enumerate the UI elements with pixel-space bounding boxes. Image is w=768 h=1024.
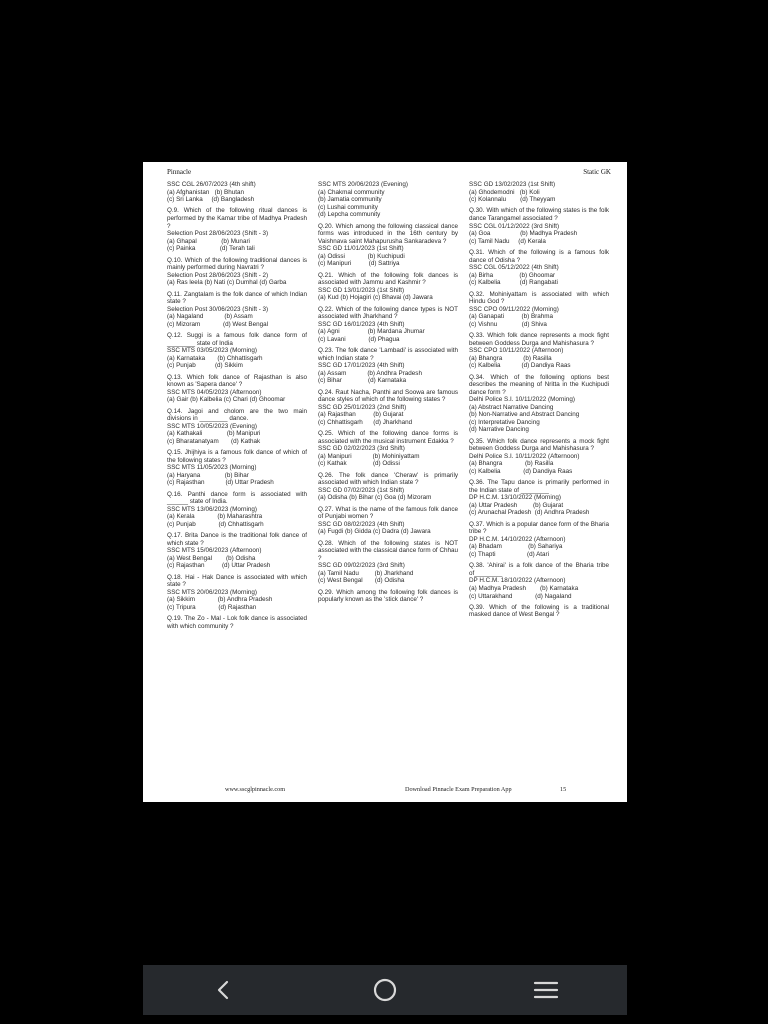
exam-source: SSC GD 02/02/2023 (3rd Shift) xyxy=(318,445,405,453)
question-text: Q.10. Which of the following traditional dances is mainly performed during Navratri ? xyxy=(167,256,307,272)
answer-option: (a) Karnataka (b) Chhattisgarh xyxy=(167,354,263,362)
question-item xyxy=(469,181,609,204)
answer-option: (a) Bhadam (b) Sahariya xyxy=(469,543,563,551)
answer-option: (a) Madhya Pradesh (b) Karnataka xyxy=(469,584,579,592)
exam-source: SSC GD 25/01/2023 (2nd Shift) xyxy=(318,403,407,411)
question-text: Q.25. Which of the following dance forms is associated with the musical instrument Edakka ? xyxy=(318,430,458,445)
question-item xyxy=(167,449,307,487)
answer-option: (a) Fugdi (b) Gidda (c) Dadra (d) Jawara xyxy=(318,528,431,536)
question-text: Q.17. Brita Dance is the traditional folk dance of which state ? xyxy=(167,532,307,547)
right-background xyxy=(627,0,768,965)
question-item xyxy=(469,291,609,329)
exam-source: SSC CPO 09/11/2022 (Morning) xyxy=(469,305,559,313)
page-number: 15 xyxy=(560,786,567,793)
answer-option: (a) Kerala (b) Maharashtra xyxy=(167,513,263,521)
answer-option: (c) Bihar (d) Karnataka xyxy=(318,377,407,385)
question-item xyxy=(318,223,458,268)
header-brand: Pinnacle xyxy=(167,168,192,176)
footer-app-promo: Download Pinnacle Exam Preparation App xyxy=(405,786,512,793)
answer-option: (d) Narrative Dancing xyxy=(469,426,529,434)
answer-option: (c) Vishnu (d) Shiva xyxy=(469,320,547,328)
question-item xyxy=(318,389,458,427)
recents-button[interactable] xyxy=(516,970,576,1010)
exam-source: Selection Post 28/06/2023 (Shift - 2) xyxy=(167,271,269,279)
question-item xyxy=(318,472,458,502)
question-text: Q.33. Which folk dance represents a mock fight between Goddess Durga and Mahishasura ? xyxy=(469,332,609,347)
recents-icon xyxy=(533,980,559,1000)
exam-source: SSC GD 08/02/2023 (4th Shift) xyxy=(318,520,405,528)
exam-source: SSC MTS 11/05/2023 (Morning) xyxy=(167,464,257,472)
question-item xyxy=(167,374,307,404)
exam-source: DP H.C.M. 14/10/2022 (Afternoon) xyxy=(469,535,566,543)
document-page xyxy=(143,162,627,802)
exam-source: SSC MTS 20/06/2023 (Morning) xyxy=(167,588,257,596)
answer-option: (c) Painka (d) Terah tali xyxy=(167,245,255,253)
answer-option: (c) Kalbelia (d) Rangabati xyxy=(469,279,558,287)
exam-source: DP H.C.M. 18/10/2022 (Afternoon) xyxy=(469,577,566,585)
question-item xyxy=(469,332,609,370)
answer-option: (a) Sikkim (b) Andhra Pradesh xyxy=(167,596,273,604)
answer-option: (b) Jamatia community xyxy=(318,196,382,204)
exam-source: SSC GD 16/01/2023 (4th Shift) xyxy=(318,320,405,328)
question-text: Q.15. Jhijhiya is a famous folk dance of which of the following states ? xyxy=(167,449,307,464)
answer-option: (a) Ghodemodni (b) Koli xyxy=(469,188,540,196)
footer-website: www.sscglpinnacle.com xyxy=(225,786,286,793)
exam-source: SSC GD 07/02/2023 (1st Shift) xyxy=(318,486,405,494)
question-text: Q.18. Hai - Hak Dance is associated with which state ? xyxy=(167,573,307,589)
exam-source: SSC GD 17/01/2023 (4th Shift) xyxy=(318,362,405,370)
question-item xyxy=(469,604,609,619)
answer-option: (a) West Bengal (b) Odisha xyxy=(167,554,256,562)
question-item xyxy=(167,408,307,446)
question-item xyxy=(167,257,307,287)
question-text: Q.37. Which is a popular dance form of the Bharia tribe ? xyxy=(469,520,609,536)
question-text: Q.30. With which of the following states is the folk dance Tarangamel associated ? xyxy=(469,207,609,222)
question-item xyxy=(469,374,609,434)
answer-option: (a) Bhangra (b) Rasilla xyxy=(469,460,554,468)
question-item xyxy=(469,521,609,559)
question-item xyxy=(469,562,609,600)
answer-option: (c) Punjab (d) Chhattisgarh xyxy=(167,520,264,528)
question-item xyxy=(167,291,307,329)
answer-option: (c) Bharatanatyam (d) Kathak xyxy=(167,437,261,445)
question-item xyxy=(167,574,307,612)
answer-option: (a) Kathakali (b) Manipuri xyxy=(167,430,261,438)
answer-option: (c) Lushai community xyxy=(318,203,378,211)
question-item xyxy=(318,589,458,604)
question-text: Q.20. Which among the following classical dance forms was introduced in the 16th century by Vaishnava saint Mahapurusha Sankaradeva ? xyxy=(318,222,458,245)
question-item xyxy=(167,491,307,529)
exam-source: Delhi Police S.I. 10/11/2022 (Morning) xyxy=(469,396,575,404)
question-text: Q.31. Which of the following is a famous folk dance of Odisha ? xyxy=(469,248,609,264)
exam-source: SSC GD 11/01/2023 (1st Shift) xyxy=(318,245,404,253)
answer-option: (c) Manipuri (d) Sattriya xyxy=(318,260,400,268)
back-icon xyxy=(214,980,234,1000)
question-item xyxy=(318,540,458,585)
question-item xyxy=(318,430,458,468)
question-text: Q.22. Which of the following dance types is NOT associated with Jharkhand ? xyxy=(318,305,458,321)
answer-option: (a) Goa (b) Madhya Pradesh xyxy=(469,230,578,238)
answer-option: (a) Gair (b) Kalbelia (c) Chari (d) Ghoomar xyxy=(167,396,286,404)
answer-option: (c) Kathak (d) Odissi xyxy=(318,460,400,468)
answer-option: (a) Ganapati (b) Brahma xyxy=(469,313,553,321)
question-item xyxy=(318,181,458,219)
question-text: Q.29. Which among the following folk dances is popularly known as the 'stick dance' ? xyxy=(318,588,458,604)
question-text: Q.35. Which folk dance represents a mock fight between Goddess Durga and Mahishasura ? xyxy=(469,437,609,453)
question-text: Q.39. Which of the following is a traditional masked dance of West Bengal ? xyxy=(469,603,609,619)
question-item xyxy=(318,506,458,536)
answer-option: (b) Non-Narrative and Abstract Dancing xyxy=(469,411,580,419)
answer-option: (a) Rajasthan (b) Gujarat xyxy=(318,411,404,419)
question-item xyxy=(469,438,609,476)
exam-source: Selection Post 28/06/2023 (Shift - 3) xyxy=(167,230,269,238)
answer-option: (c) Chhattisgarh (d) Jharkhand xyxy=(318,418,413,426)
home-button[interactable] xyxy=(355,970,415,1010)
answer-option: (c) Punjab (d) Sikkim xyxy=(167,362,243,370)
answer-option: (a) Afghanistan (b) Bhutan xyxy=(167,188,245,196)
question-item xyxy=(167,207,307,252)
answer-option: (c) Sri Lanka (d) Bangladesh xyxy=(167,196,255,204)
exam-source: SSC GD 13/02/2023 (1st Shift) xyxy=(469,181,556,188)
column-3 xyxy=(469,181,609,623)
question-item xyxy=(167,332,307,370)
answer-option: (c) Mizoram (d) West Bengal xyxy=(167,320,269,328)
answer-option: (a) Manipuri (b) Mohiniyattam xyxy=(318,452,420,460)
answer-option: (a) Ras leela (b) Nati (c) Dumhal (d) Garba xyxy=(167,279,287,287)
question-text: Q.16. Panthi dance form is associated with ______ state of India. xyxy=(167,490,307,506)
answer-option: (c) Uttarakhand (d) Nagaland xyxy=(469,592,572,600)
exam-source: SSC MTS 13/06/2023 (Morning) xyxy=(167,505,257,513)
answer-option: (c) Tripura (d) Rajasthan xyxy=(167,603,257,611)
question-item xyxy=(469,249,609,287)
home-icon xyxy=(372,977,398,1003)
back-button[interactable] xyxy=(194,970,254,1010)
answer-option: (a) Assam (b) Andhra Pradesh xyxy=(318,369,422,377)
answer-option: (a) Uttar Pradesh (b) Gujarat xyxy=(469,501,564,509)
exam-source: DP H.C.M. 13/10/2022 (Morning) xyxy=(469,494,561,502)
question-text: Q.27. What is the name of the famous folk dance of Punjabi women ? xyxy=(318,505,458,521)
question-item xyxy=(167,181,307,204)
exam-source: SSC GD 09/02/2023 (3rd Shift) xyxy=(318,562,405,570)
question-text: Q.32. Mohiniyattam is associated with which Hindu God ? xyxy=(469,290,609,306)
question-text: Q.13. Which folk dance of Rajasthan is also known as 'Sapera dance' ? xyxy=(167,373,307,389)
answer-option: (a) Chakmal community xyxy=(318,188,385,196)
exam-source: SSC CPO 10/11/2022 (Afternoon) xyxy=(469,347,564,355)
exam-source: SSC MTS 15/06/2023 (Afternoon) xyxy=(167,547,262,555)
question-item xyxy=(318,272,458,302)
question-item xyxy=(318,347,458,385)
answer-option: (c) Thapti (d) Atari xyxy=(469,550,550,558)
answer-option: (c) Kalbelia (d) Dandiya Raas xyxy=(469,467,573,475)
question-text: Q.28. Which of the following states is NOT associated with the classical dance form of Chhau ? xyxy=(318,539,458,562)
question-item xyxy=(469,479,609,517)
answer-option: (a) Tamil Nadu (b) Jharkhand xyxy=(318,569,414,577)
answer-option: (c) Rajasthan (d) Uttar Pradesh xyxy=(167,479,274,487)
question-text: Q.11. Zangtalam is the folk dance of which Indian state ? xyxy=(167,290,307,306)
question-item xyxy=(167,615,307,630)
answer-option: (c) Kolannalu (d) Theyyam xyxy=(469,196,556,204)
exam-source: Delhi Police S.I. 10/11/2022 (Afternoon) xyxy=(469,452,580,460)
question-text: Q.26. The folk dance 'Cheraw' is primarily associated with which Indian state ? xyxy=(318,471,458,487)
answer-option: (a) Bhangra (b) Rasilla xyxy=(469,354,552,362)
exam-source: SSC CGL 01/12/2022 (3rd Shift) xyxy=(469,222,560,230)
left-background xyxy=(0,0,143,965)
question-text: Q.9. Which of the following ritual dances is performed by the Kamar tribe of Madhya Pradesh ? xyxy=(167,207,307,230)
question-text: Q.34. Which of the following options best describes the meaning of Nritta in the Kuchipudi dance form ? xyxy=(469,373,609,396)
question-text: Q.19. The Zo - Mal - Lok folk dance is associated with which community ? xyxy=(167,615,307,630)
exam-source: SSC GD 13/01/2023 (1st Shift) xyxy=(318,286,405,294)
question-item xyxy=(167,532,307,570)
answer-option: (a) Agni (b) Mardana Jhumar xyxy=(318,328,425,336)
answer-option: (a) Abstract Narrative Dancing xyxy=(469,403,554,411)
answer-option: (c) Rajasthan (d) Uttar Pradesh xyxy=(167,562,271,570)
exam-source: SSC CGL 05/12/2022 (4th Shift) xyxy=(469,264,559,272)
answer-option: (a) Haryana (b) Bihar xyxy=(167,471,249,479)
question-text: Q.23. The folk dance 'Lambadi' is associated with which Indian state ? xyxy=(318,347,458,362)
exam-source: SSC CGL 26/07/2023 (4th shift) xyxy=(167,181,256,188)
android-navigation-bar xyxy=(143,965,627,1015)
question-text: Q.12. Suggi is a famous folk dance form of ________ state of India xyxy=(167,332,307,347)
question-text: Q.36. The Tapu dance is primarily performed in the Indian state of ________ xyxy=(469,479,609,494)
answer-option: (a) Ghapal (b) Munari xyxy=(167,237,250,245)
answer-option: (a) Odissi (b) Kuchipudi xyxy=(318,252,405,260)
question-item xyxy=(469,207,609,245)
answer-option: (c) West Bengal (d) Odisha xyxy=(318,577,405,585)
answer-option: (a) Odisha (b) Bihar (c) Goa (d) Mizoram xyxy=(318,494,432,502)
answer-option: (a) Kud (b) Hojagiri (c) Bhavai (d) Jawara xyxy=(318,294,433,302)
answer-option: (c) Arunachal Pradesh (d) Andhra Pradesh xyxy=(469,509,590,517)
answer-option: (c) Tamil Nadu (d) Kerala xyxy=(469,237,546,245)
answer-option: (a) Birha (b) Ghoomar xyxy=(469,271,556,279)
answer-option: (c) Kalbelia (d) Dandiya Raas xyxy=(469,362,571,370)
answer-option: (c) Interpretative Dancing xyxy=(469,418,540,426)
question-text: Q.24. Raut Nacha, Panthi and Soowa are famous dance styles of which of the following states ? xyxy=(318,388,458,404)
exam-source: SSC MTS 10/05/2023 (Evening) xyxy=(167,422,257,430)
column-2 xyxy=(318,181,458,608)
answer-option: (a) Nagaland (b) Assam xyxy=(167,313,253,321)
question-text: Q.38. 'Ahirai' is a folk dance of the Bharia tribe of________ xyxy=(469,562,609,577)
answer-option: (d) Lepcha community xyxy=(318,211,381,219)
header-section-title: Static GK xyxy=(583,168,611,176)
question-text: Q.14. Jagoi and cholom are the two main divisions in ________ dance. xyxy=(167,407,307,423)
exam-source: SSC MTS 03/05/2023 (Morning) xyxy=(167,347,257,355)
question-item xyxy=(318,306,458,344)
exam-source: SSC MTS 20/06/2023 (Evening) xyxy=(318,181,408,188)
column-1 xyxy=(167,181,307,634)
exam-source: SSC MTS 04/05/2023 (Afternoon) xyxy=(167,388,262,396)
question-text: Q.21. Which of the following folk dances is associated with Jammu and Kashmir ? xyxy=(318,271,458,287)
exam-source: Selection Post 30/06/2023 (Shift - 3) xyxy=(167,305,269,313)
answer-option: (c) Lavani (d) Phagua xyxy=(318,335,400,343)
